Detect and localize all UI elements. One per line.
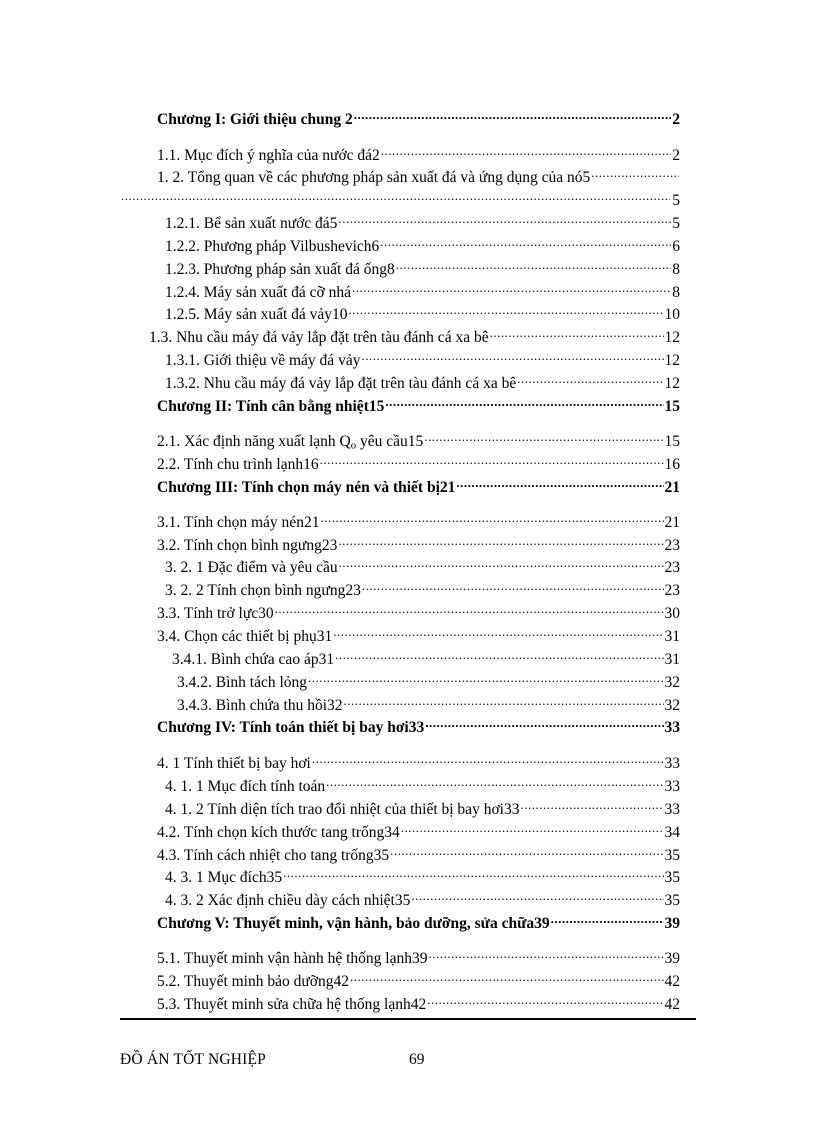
toc-entry[interactable] bbox=[165, 208, 680, 232]
toc-entry[interactable] bbox=[165, 771, 680, 795]
toc-entry-title: 3.4.1. Bình chứa cao áp31 bbox=[172, 651, 335, 668]
toc-entry-title: 4. 1 Tính thiết bị bay hơi bbox=[157, 755, 311, 772]
toc-entry[interactable] bbox=[165, 794, 680, 818]
toc-entry[interactable] bbox=[157, 530, 680, 554]
toc-page-number: 34 bbox=[664, 824, 680, 841]
toc-dot-leader bbox=[344, 690, 664, 710]
toc-entry-title: Chương I: Giới thiệu chung 2 bbox=[157, 111, 353, 128]
toc-entry[interactable] bbox=[157, 449, 680, 473]
toc-entry-title: 1.1. Mục đích ý nghĩa của nước đá2 bbox=[157, 147, 380, 164]
toc-dot-leader bbox=[350, 966, 664, 986]
toc-chapter-entry[interactable] bbox=[157, 472, 680, 496]
toc-dot-leader bbox=[354, 104, 672, 124]
toc-page-number: 32 bbox=[664, 674, 680, 691]
toc-page-number: 32 bbox=[664, 697, 680, 714]
toc-dot-leader bbox=[275, 598, 664, 618]
toc-dot-leader bbox=[320, 507, 663, 527]
toc-page-number: 33 bbox=[664, 801, 680, 818]
toc-page-number: 35 bbox=[664, 847, 680, 864]
toc-dot-leader bbox=[520, 794, 663, 814]
toc-entry-title: 2.2. Tính chu trình lạnh16 bbox=[157, 456, 319, 473]
toc-dot-leader bbox=[551, 908, 664, 928]
footer-divider bbox=[120, 1018, 696, 1020]
toc-entry-title: Chương IV: Tính toán thiết bị bay hơi33 bbox=[157, 719, 425, 736]
toc-page-number: 23 bbox=[664, 582, 680, 599]
toc-dot-leader bbox=[517, 368, 663, 388]
toc-entry-title: 1.3.2. Nhu cầu máy đá vảy lắp đặt trên tàu đánh cá xa bê bbox=[165, 375, 517, 392]
toc-entry-title: 1.2.3. Phương pháp sản xuất đá ống8 bbox=[165, 261, 395, 278]
toc-dot-leader bbox=[362, 575, 664, 595]
toc-dot-leader bbox=[308, 667, 663, 687]
toc-dot-leader bbox=[411, 885, 663, 905]
footer-page-number: 69 bbox=[409, 1051, 425, 1068]
toc-entry[interactable] bbox=[172, 644, 680, 668]
toc-entry[interactable] bbox=[165, 575, 680, 599]
toc-entry[interactable] bbox=[157, 598, 680, 622]
toc-dot-leader bbox=[401, 817, 664, 837]
toc-entry-subscript: o bbox=[350, 439, 357, 452]
toc-page-number: 15 bbox=[664, 398, 680, 415]
toc-page-number: 2 bbox=[672, 147, 680, 164]
toc-entry-title: 1.2.2. Phương pháp Vilbushevich6 bbox=[165, 238, 380, 255]
toc-entry-title: 5.1. Thuyết minh vận hành hệ thống lạnh39 bbox=[157, 950, 428, 967]
toc-entry[interactable] bbox=[165, 552, 680, 576]
toc-page-number: 12 bbox=[664, 329, 680, 346]
toc-entry[interactable] bbox=[157, 817, 680, 841]
toc-page-number: 35 bbox=[664, 869, 680, 886]
toc-entry[interactable] bbox=[157, 621, 680, 645]
toc-chapter-entry[interactable] bbox=[157, 712, 680, 736]
toc-entry-title: 5.3. Thuyết minh sửa chữa hệ thống lạnh42 bbox=[157, 996, 427, 1013]
toc-entry-title: 3.4. Chọn các thiết bị phụ31 bbox=[157, 628, 333, 645]
toc-page-number: 42 bbox=[664, 996, 680, 1013]
toc-entry-title: Chương II: Tính cân bằng nhiệt15 bbox=[157, 398, 385, 415]
toc-dot-leader bbox=[338, 208, 671, 228]
toc-page-number: 33 bbox=[664, 755, 680, 772]
toc-dot-leader bbox=[333, 621, 663, 641]
toc-dot-leader bbox=[320, 449, 664, 469]
toc-entry-title: 4.2. Tính chọn kích thước tang trống34 bbox=[157, 824, 400, 841]
toc-page-number: 30 bbox=[664, 605, 680, 622]
toc-entry[interactable] bbox=[165, 231, 680, 255]
toc-dot-leader bbox=[381, 140, 671, 160]
toc-dot-leader bbox=[338, 530, 663, 550]
toc-page-number: 12 bbox=[664, 375, 680, 392]
toc-page-number: 10 bbox=[664, 306, 680, 323]
toc-page-number: 21 bbox=[664, 479, 680, 496]
toc-page-number: 35 bbox=[664, 892, 680, 909]
toc-page-number: 23 bbox=[664, 537, 680, 554]
toc-dot-leader bbox=[456, 472, 663, 492]
toc-entry[interactable] bbox=[165, 299, 680, 323]
toc-chapter-entry[interactable] bbox=[157, 104, 680, 128]
toc-dot-leader bbox=[312, 748, 664, 768]
toc-dot-leader bbox=[427, 989, 663, 1009]
toc-page-number: 15 bbox=[664, 433, 680, 450]
toc-entry[interactable] bbox=[177, 690, 680, 714]
toc-page-number: 8 bbox=[672, 284, 680, 301]
toc-page-number: 16 bbox=[664, 456, 680, 473]
toc-dot-leader bbox=[283, 862, 663, 882]
toc-entry-title: 3.1. Tính chọn máy nén21 bbox=[157, 514, 320, 531]
toc-entry[interactable] bbox=[165, 345, 680, 369]
toc-page-number: 8 bbox=[672, 261, 680, 278]
toc-dot-leader bbox=[339, 552, 664, 572]
toc-page-number: 6 bbox=[672, 238, 680, 255]
toc-entry-title: 4. 1. 2 Tính diện tích trao đổi nhiệt của thiết bị bay hơi33 bbox=[165, 801, 520, 818]
toc-page-number: 39 bbox=[664, 915, 680, 932]
toc-page-number: 31 bbox=[664, 628, 680, 645]
toc-entry[interactable] bbox=[165, 885, 680, 909]
toc-page-number: 21 bbox=[664, 514, 680, 531]
toc-dot-leader bbox=[326, 771, 663, 791]
toc-entry[interactable] bbox=[165, 277, 680, 301]
toc-entry-title: 1.3.1. Giới thiệu về máy đá vảy bbox=[165, 352, 361, 369]
toc-dot-leader bbox=[390, 840, 663, 860]
toc-entry[interactable] bbox=[157, 748, 680, 772]
toc-page-number: 2 bbox=[672, 111, 680, 128]
toc-entry[interactable] bbox=[157, 162, 680, 186]
toc-page-number: 33 bbox=[664, 719, 680, 736]
toc-entry[interactable] bbox=[157, 943, 680, 967]
toc-dot-leader bbox=[335, 644, 663, 664]
toc-entry[interactable] bbox=[157, 507, 680, 531]
toc-page-number: 31 bbox=[664, 651, 680, 668]
toc-entry-title: 4.3. Tính cách nhiệt cho tang trống35 bbox=[157, 847, 390, 864]
toc-entry-title: 3.4.3. Bình chứa thu hồi32 bbox=[177, 697, 343, 714]
toc-dot-leader bbox=[121, 185, 670, 205]
toc-entry-title: 3. 2. 2 Tính chọn bình ngưng23 bbox=[165, 582, 361, 599]
toc-page-number: 5 bbox=[672, 192, 680, 209]
toc-entry-title: 1. 2. Tổng quan về các phương pháp sản xuất đá và ứng dụng của nó5 bbox=[157, 169, 591, 186]
toc-entry-title: 1.3. Nhu cầu máy đá vảy lắp đặt trên tàu đánh cá xa bê bbox=[149, 329, 489, 346]
toc-page-number: 23 bbox=[664, 559, 680, 576]
toc-page-number: 12 bbox=[664, 352, 680, 369]
toc-entry-title: 4. 3. 1 Mục đích35 bbox=[165, 869, 283, 886]
toc-entry-title: Chương III: Tính chọn máy nén và thiết bị21 bbox=[157, 479, 456, 496]
toc-dot-leader bbox=[424, 426, 663, 446]
toc-dot-leader bbox=[385, 391, 663, 411]
toc-entry[interactable] bbox=[157, 426, 680, 452]
toc-entry[interactable] bbox=[165, 862, 680, 886]
toc-entry-title: Chương V: Thuyết minh, vận hành, bảo dưỡng, sửa chữa39 bbox=[157, 915, 550, 932]
toc-dot-leader bbox=[591, 162, 679, 182]
toc-entry-title: 3.3. Tính trở lực30 bbox=[157, 605, 274, 622]
toc-entry-title: 1.2.4. Máy sản xuất đá cỡ nhá bbox=[165, 284, 351, 301]
toc-page-number: 33 bbox=[664, 778, 680, 795]
toc-entry[interactable] bbox=[157, 840, 680, 864]
toc-entry-title: 2.1. Xác định năng xuất lạnh $Q_o$ yêu cầu15 bbox=[157, 433, 424, 452]
toc-entry[interactable] bbox=[165, 368, 680, 392]
toc-chapter-entry[interactable] bbox=[157, 391, 680, 415]
toc-dot-leader bbox=[425, 712, 663, 732]
toc-chapter-entry[interactable] bbox=[157, 908, 680, 932]
toc-entry[interactable] bbox=[165, 254, 680, 278]
footer-label: ĐỒ ÁN TỐT NGHIỆP bbox=[120, 1051, 266, 1068]
toc-entry-title: 5.2. Thuyết minh bảo dưỡng42 bbox=[157, 973, 349, 990]
toc-entry-title: 3.4.2. Bình tách lỏng bbox=[177, 674, 308, 691]
toc-entry[interactable] bbox=[157, 140, 680, 164]
toc-entry-title: 4. 3. 2 Xác định chiều dày cách nhiệt35 bbox=[165, 892, 411, 909]
toc-dot-leader bbox=[429, 943, 664, 963]
toc-entry[interactable] bbox=[149, 322, 680, 346]
toc-dot-leader bbox=[380, 231, 671, 251]
toc-entry-title: 1.2.5. Máy sản xuất đá vảy10 bbox=[165, 306, 348, 323]
toc-entry-title: 3. 2. 1 Đặc điểm và yêu cầu bbox=[165, 559, 338, 576]
toc-entry[interactable] bbox=[120, 185, 680, 209]
toc-dot-leader bbox=[490, 322, 664, 342]
toc-dot-leader bbox=[349, 299, 664, 319]
toc-page-number: 5 bbox=[672, 215, 680, 232]
toc-entry-title: 4. 1. 1 Mục đích tính toán bbox=[165, 778, 326, 795]
toc-entry[interactable] bbox=[177, 667, 680, 691]
toc-page-number: 39 bbox=[664, 950, 680, 967]
toc-entry[interactable] bbox=[157, 989, 680, 1013]
toc-dot-leader bbox=[396, 254, 672, 274]
toc-dot-leader bbox=[361, 345, 663, 365]
toc-entry-title: 3.2. Tính chọn bình ngưng23 bbox=[157, 537, 338, 554]
toc-entry-title: 1.2.1. Bể sản xuất nước đá5 bbox=[165, 215, 338, 232]
toc-page-number: 42 bbox=[664, 973, 680, 990]
toc-dot-leader bbox=[352, 277, 671, 297]
toc-entry[interactable] bbox=[157, 966, 680, 990]
